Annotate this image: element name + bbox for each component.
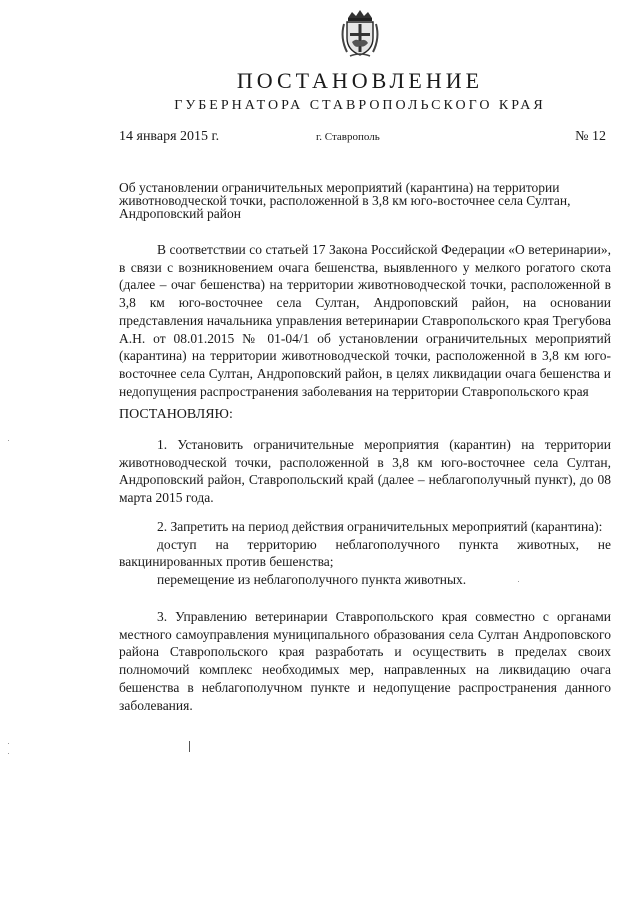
resolve-heading: ПОСТАНОВЛЯЮ: — [119, 407, 233, 422]
scan-mark — [189, 741, 190, 752]
scan-speck — [8, 743, 9, 744]
clause-2-item-1: доступ на территорию неблагополучного пункта животных, не вакцинированных против бешенства; — [119, 536, 611, 570]
preamble-paragraph: В соответствии со статьей 17 Закона Российской Федерации «О ветеринарии», в связи с возникновением очага бешенства, выявленного у мелкого рогатого скота (далее – очаг бешенства) на территории животноводческой точки, расположенной в 3,8 км юго-восточнее села Султан, Андроповский район, на основании представления начальника управления ветеринарии Ставропольского края Трегубова А.Н. от 08.01.2015 № 01-04/1 об установлении ограничительных мероприятий (карантина) на территории животноводческой точки, расположенной в 3,8 км юго-восточнее села Султан, Андроповский район, в целях ликвидации очага бешенства и недопущения распространения заболевания на территории Ставропольского края — [119, 242, 611, 399]
issuer-title: ГУБЕРНАТОРА СТАВРОПОЛЬСКОГО КРАЯ — [174, 98, 546, 113]
document-city: г. Ставрополь — [316, 131, 380, 143]
document-subject: Об установлении ограничительных мероприятий (карантина) на территории животноводческой точки, расположенной в 3,8 км юго-восточнее села Султан, Андроповский район — [119, 180, 571, 221]
clause-2-lead: 2. Запретить на период действия ограничительных мероприятий (карантина): — [157, 519, 603, 534]
clause-2-item-2: перемещение из неблагополучного пункта животных. — [157, 572, 467, 588]
scan-speck — [8, 440, 9, 441]
document-number: № 12 — [575, 129, 606, 144]
document-title: ПОСТАНОВЛЕНИЕ — [236, 68, 484, 93]
clause-1-text: 1. Установить ограничительные мероприятия (карантин) на территории животноводческой точки, расположенной в 3,8 км юго-восточнее села Султан, Андроповский район, Ставропольский край (далее – неблагополучный пункт), до 08 марта 2015 года. — [119, 437, 611, 506]
coat-of-arms-icon — [338, 8, 382, 58]
clause-3-text: 3. Управлению ветеринарии Ставропольского края совместно с органами местного самоуправления муниципального образования села Султан Андроповского района Ставропольского края разработать и осуществить в пределах своих полномочий комплекс необходимых мер, направленных на ликвидацию очага бешенства в неблагополучном пункте и недопущение распространения данного заболевания. — [119, 609, 611, 713]
clause-2 — [119, 518, 611, 589]
document-date: 14 января 2015 г. — [119, 129, 220, 144]
scan-speck — [8, 753, 9, 754]
clause-1 — [119, 436, 611, 507]
scan-speck — [518, 581, 519, 582]
clause-3 — [119, 608, 611, 714]
